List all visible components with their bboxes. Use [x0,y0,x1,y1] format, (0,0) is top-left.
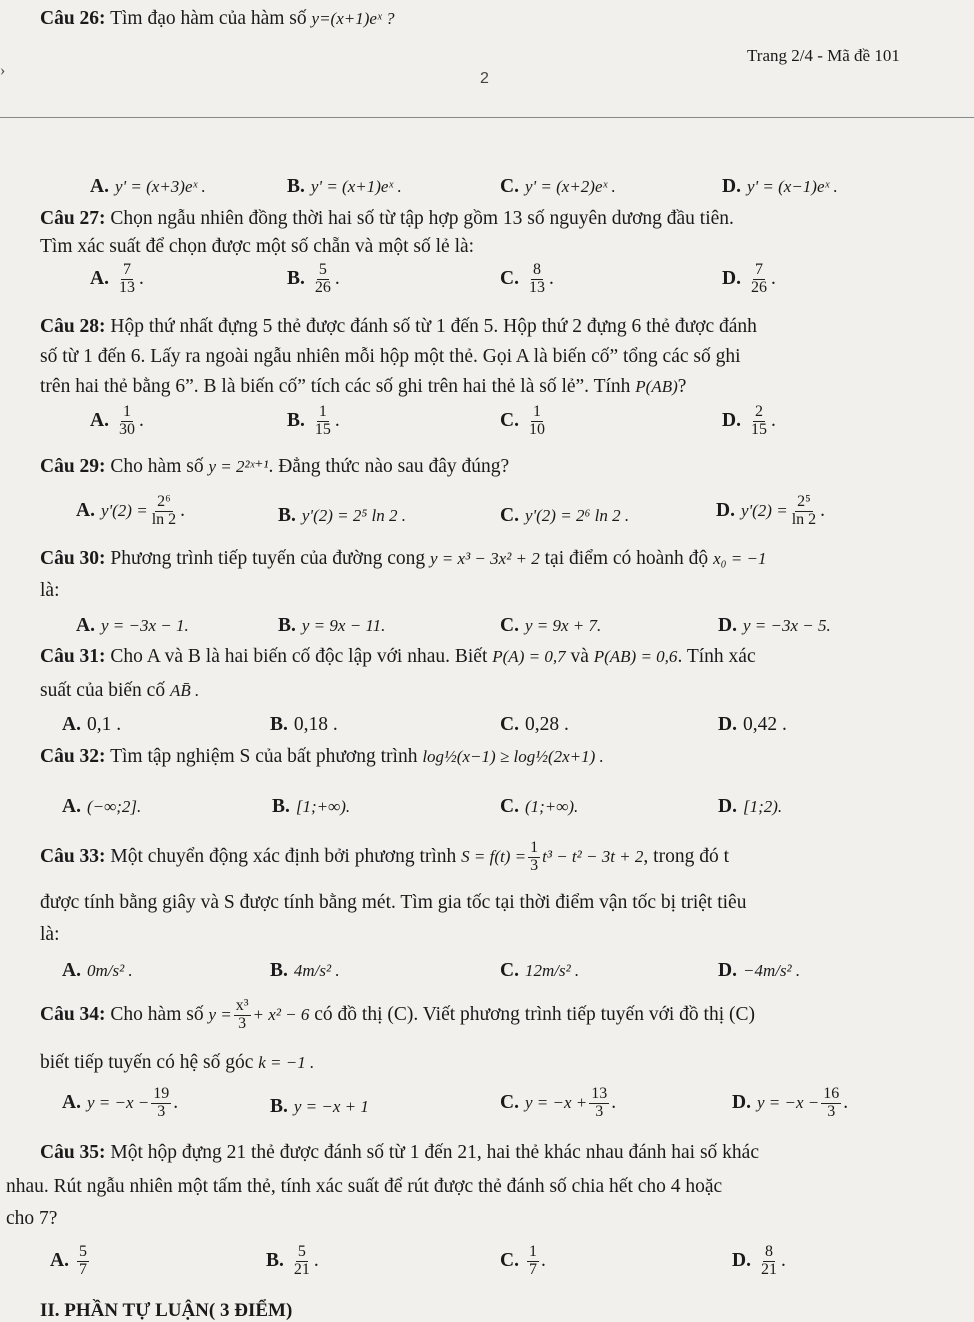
fraction: $\frac{8}{21}$ [760,1243,777,1278]
fraction: $\frac{16}{3}$ [823,1085,840,1120]
question-label: Câu 28: [40,316,106,337]
option-b: B. $\frac{5}{21}$ . [266,1243,319,1278]
option-d: D. 0,42 . [718,714,787,735]
question-math: y = x³ − 3x² + 2 [430,549,540,568]
option-a: A. $\frac{5}{7}$ [50,1243,87,1278]
fraction: $\frac{5}{26}$ [314,261,331,296]
fraction: $\frac{1}{15}$ [314,403,331,438]
fraction: $\frac{\text{x³}}{3}$ [235,997,249,1032]
option-letter: D. [716,499,735,521]
question-text-line: Tìm xác suất để chọn được một số chẵn và một số lẻ là: [40,236,475,257]
option-c: C. y = −x + $\frac{13}{3}$ . [500,1085,617,1120]
fraction: $\frac{\text{2⁶}}{\ln 2}$ [151,493,177,528]
option-letter: A. [90,176,109,197]
question-text-line: được tính bằng giây và S được tính bằng mét. Tìm gia tốc tại thời điểm vận tốc bị triệt tiêu [40,892,747,913]
option-c: C. 0,28 . [500,714,569,735]
option-b: B. [1;+∞). [272,796,351,817]
option-letter: B. [287,176,305,197]
option-c: C. $\frac{8}{13}$ . [500,261,554,296]
fraction: $\frac{\text{2⁵}}{\ln 2}$ [791,493,817,528]
question-label: Câu 32: [40,746,106,767]
fraction: $\frac{1}{7}$ [528,1243,537,1278]
fraction: $\frac{1}{30}$ [118,403,135,438]
question-math: y=(x+1)eˣ ? [311,9,395,28]
option-c: C. y = 9x + 7. [500,615,602,636]
option-d: D. $\frac{2}{15}$ . [722,403,776,438]
question-30: Câu 30: Phương trình tiếp tuyến của đường cong y = x³ − 3x² + 2 tại điểm có hoành độ x₀ = −1 [40,548,767,569]
option-a: A. (−∞;2]. [62,796,142,817]
option-letter: D. [722,409,741,431]
option-letter: C. [500,267,519,289]
fraction: $\frac{19}{3}$ [153,1085,170,1120]
question-text: Tìm đạo hàm của hàm số [110,8,307,29]
question-text-line: nhau. Rút ngẫu nhiên một tấm thẻ, tính xác suất để rút được thẻ đánh số chia hết cho 4 hoặc [6,1176,723,1197]
question-math: P(AB) [635,377,678,396]
option-letter: A. [90,267,109,289]
fraction: $\frac{1}{3}$ [530,839,539,874]
question-text-line: là: [40,580,60,601]
option-letter: B. [278,505,296,526]
option-a: A. 0,1 . [62,714,122,735]
option-letter: A. [90,409,109,431]
option-d: D. [1;2). [718,796,783,817]
option-letter: D. [722,267,741,289]
fraction: $\frac{1}{10}$ [528,403,545,438]
option-b [287,176,402,198]
page-footer-label: Trang 2/4 - Mã đề 101 [747,46,900,65]
option-d: D. $\frac{7}{26}$ . [722,261,776,296]
option-d: D. y = −x − $\frac{16}{3}$ . [732,1085,849,1120]
option-d [722,176,838,198]
question-text-line: cho 7? [6,1208,58,1229]
question-math: y = 2²ˣ⁺¹ [208,457,269,476]
fraction: $\frac{5}{21}$ [293,1243,310,1278]
question-label: Câu 26: [40,8,106,29]
question-text: Chọn ngẫu nhiên đồng thời hai số từ tập hợp gồm 13 số nguyên dương đầu tiên. [110,208,734,229]
question-text-line: trên hai thẻ bằng 6”. B là biến cố” tích các số ghi trên hai thẻ là số lẻ”. Tính P(AB)? [40,376,687,397]
option-b: B. y = 9x − 11. [278,615,386,636]
question-text-line: suất của biến cố AB̄ . [40,680,200,701]
question-text: Hộp thứ nhất đựng 5 thẻ được đánh số từ 1 đến 5. Hộp thứ 2 đựng 6 thẻ được đánh [110,316,757,337]
question-text-line: số từ 1 đến 6. Lấy ra ngoài ngẫu nhiên mỗi hộp một thẻ. Gọi A là biến cố” tổng các số ghi [40,346,741,367]
question-31: Câu 31: Cho A và B là hai biến cố độc lập với nhau. Biết P(A) = 0,7 và P(AB) = 0,6. Tính xác [40,646,756,667]
option-d: D. y'(2) = $\frac{\text{2⁵}}{\ln 2}$ . [716,493,826,528]
question-28 [40,316,757,338]
option-b: B. y = −x + 1 [270,1096,369,1117]
option-d: D. −4m/s² . [718,960,801,981]
option-c: C. 12m/s² . [500,960,580,981]
question-27 [40,208,734,230]
fraction: $\frac{5}{7}$ [78,1243,87,1278]
question-text-line: biết tiếp tuyến có hệ số góc k = −1 . [40,1052,315,1073]
question-text-line: là: [40,924,60,945]
option-letter: C. [500,505,519,526]
option-a: A. y = −3x − 1. [76,615,189,636]
option-c [500,404,549,439]
option-letter: D. [722,176,741,197]
page-divider [0,117,974,118]
option-math: y' = (x+1)eˣ . [310,177,402,196]
question-label: Câu 35: [40,1142,106,1163]
option-letter: B. [287,267,305,289]
question-33: Câu 33: Một chuyển động xác định bởi phương trình S = f(t) = $\frac{1}{3}$ t³ − t² − 3t + 2, trong đó t [40,839,729,874]
fraction: $\frac{8}{13}$ [528,261,545,296]
option-c: C. y'(2) = 2⁶ ln 2 . [500,505,630,526]
option-a: A. $\frac{1}{30}$ . [90,403,144,438]
question-label: Câu 30: [40,548,106,569]
option-letter: C. [500,176,519,197]
option-b: B. 4m/s² . [270,960,340,981]
option-math: y' = (x+2)eˣ . [524,177,616,196]
option-c [500,176,616,198]
question-label: Câu 31: [40,646,106,667]
option-letter: A. [76,499,95,521]
option-math: y' = (x+3)eˣ . [114,177,206,196]
option-math: y' = (x−1)eˣ . [746,177,838,196]
fraction: $\frac{2}{15}$ [750,403,767,438]
question-29: Câu 29: Cho hàm số y = 2²ˣ⁺¹. Đẳng thức nào sau đây đúng? [40,456,510,477]
question-label: Câu 27: [40,208,106,229]
option-c: C. (1;+∞). [500,796,579,817]
option-b: B. $\frac{5}{26}$ . [287,261,340,296]
question-label: Câu 34: [40,1003,106,1025]
question-26 [40,8,394,30]
page-number: 2 [480,70,489,87]
question-35: Câu 35: Một hộp đựng 21 thẻ được đánh số từ 1 đến 21, hai thẻ khác nhau đánh hai số khác [40,1142,759,1163]
option-letter: C. [500,409,519,431]
option-a: A. $\frac{7}{13}$ . [90,261,144,296]
question-label: Câu 33: [40,845,106,867]
option-d: D. y = −3x − 5. [718,615,831,636]
option-b: B. 0,18 . [270,714,338,735]
option-a: A. y = −x − $\frac{19}{3}$ . [62,1085,179,1120]
question-32: Câu 32: Tìm tập nghiệm S của bất phương trình log½(x−1) ≥ log½(2x+1) . [40,746,604,767]
option-b: B. $\frac{1}{15}$ . [287,403,340,438]
fraction: $\frac{7}{26}$ [750,261,767,296]
option-b: B. y'(2) = 2⁵ ln 2 . [278,505,406,526]
fraction: $\frac{7}{13}$ [118,261,135,296]
question-34: Câu 34: Cho hàm số y = $\frac{\text{x³}}{3}$ + x² − 6 có đồ thị (C). Viết phương trình tiếp tuyến với đồ thị (C) [40,997,756,1032]
option-a: A. y'(2) = $\frac{\text{2⁶}}{\ln 2}$ . [76,493,186,528]
option-letter: B. [287,409,305,431]
fraction: $\frac{13}{3}$ [591,1085,608,1120]
option-c: C. $\frac{1}{7}$ . [500,1243,546,1278]
section-heading: II. PHẦN TỰ LUẬN( 3 ĐIỂM) [40,1300,293,1321]
option-d: D. $\frac{8}{21}$ . [732,1243,786,1278]
chevron-right-icon: › [0,62,6,79]
question-label: Câu 29: [40,456,106,477]
option-a [90,176,206,198]
option-a: A. 0m/s² . [62,960,133,981]
